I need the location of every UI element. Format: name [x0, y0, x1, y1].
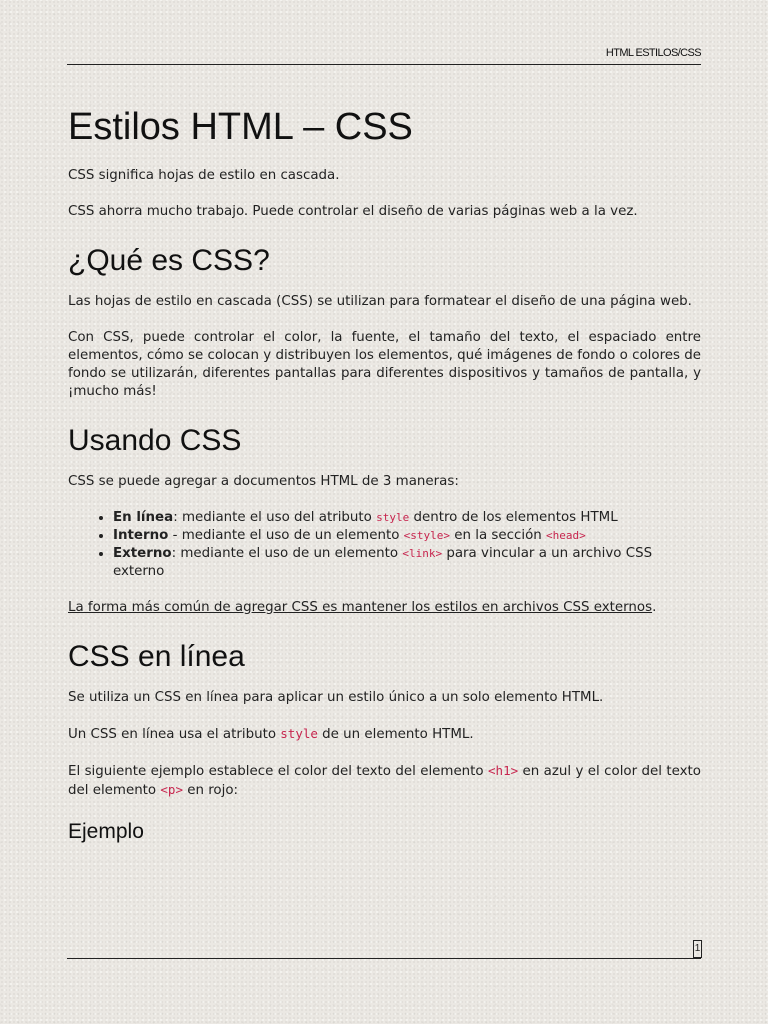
- list-term: Interno: [113, 527, 169, 543]
- css-methods-list: [68, 509, 701, 581]
- page-number: 1: [693, 940, 702, 958]
- list-term: En línea: [113, 509, 174, 525]
- code-snippet: <p>: [160, 781, 183, 797]
- code-snippet: style: [376, 510, 410, 524]
- que-paragraph-2: Con CSS, puede controlar el color, la fuente, el tamaño del texto, el espaciado entre elementos, cómo se colocan y distribuyen los elementos, qué imágenes de fondo o colores de fondo se utilizarán, diferentes pantallas para diferentes dispositivos y tamaños de pantalla, y ¡mucho más!: [68, 329, 701, 399]
- intro-paragraph-2: CSS ahorra mucho trabajo. Puede controlar el diseño de varias páginas web a la vez.: [68, 203, 638, 219]
- list-item-en-linea: • En línea: mediante el uso del atributo style dentro de los elementos HTML: [113, 509, 701, 527]
- code-snippet: <head>: [546, 528, 586, 542]
- linea-paragraph-3: El siguiente ejemplo establece el color del texto del elemento <h1> en azul y el color del texto del elemento <p> en rojo:: [68, 762, 701, 798]
- heading-usando-css: Usando CSS: [68, 423, 242, 457]
- heading-ejemplo: Ejemplo: [68, 819, 144, 843]
- heading-que-es-css: ¿Qué es CSS?: [68, 243, 270, 277]
- linea-paragraph-2: Un CSS en línea usa el atributo style de un elemento HTML.: [68, 725, 474, 742]
- code-snippet: style: [280, 725, 318, 741]
- page-content: [68, 105, 701, 844]
- footer-divider: [67, 958, 701, 959]
- list-term: Externo: [113, 545, 172, 561]
- code-snippet: <link>: [402, 546, 443, 560]
- code-snippet: <style>: [403, 528, 451, 542]
- header-divider: [67, 64, 701, 65]
- que-paragraph-1: Las hojas de estilo en cascada (CSS) se utilizan para formatear el diseño de una página web.: [68, 293, 692, 309]
- list-item-externo: • Externo: mediante el uso de un elemento <link> para vincular a un archivo CSS externo: [113, 545, 701, 581]
- linea-paragraph-1: Se utiliza un CSS en línea para aplicar un estilo único a un solo elemento HTML.: [68, 689, 604, 705]
- heading-css-en-linea: CSS en línea: [68, 639, 245, 673]
- running-header: HTML ESTILOS/CSS: [605, 47, 701, 59]
- intro-paragraph-1: CSS significa hojas de estilo en cascada.: [68, 167, 340, 183]
- code-snippet: <h1>: [488, 762, 519, 778]
- usando-paragraph-1: CSS se puede agregar a documentos HTML de 3 maneras:: [68, 473, 459, 489]
- list-item-interno: • Interno - mediante el uso de un elemento <style> en la sección <head>: [113, 527, 701, 545]
- usando-note: La forma más común de agregar CSS es mantener los estilos en archivos CSS externos.: [68, 599, 657, 615]
- page-title: Estilos HTML – CSS: [68, 106, 413, 148]
- external-css-link[interactable]: La forma más común de agregar CSS es mantener los estilos en archivos CSS externos: [68, 599, 653, 615]
